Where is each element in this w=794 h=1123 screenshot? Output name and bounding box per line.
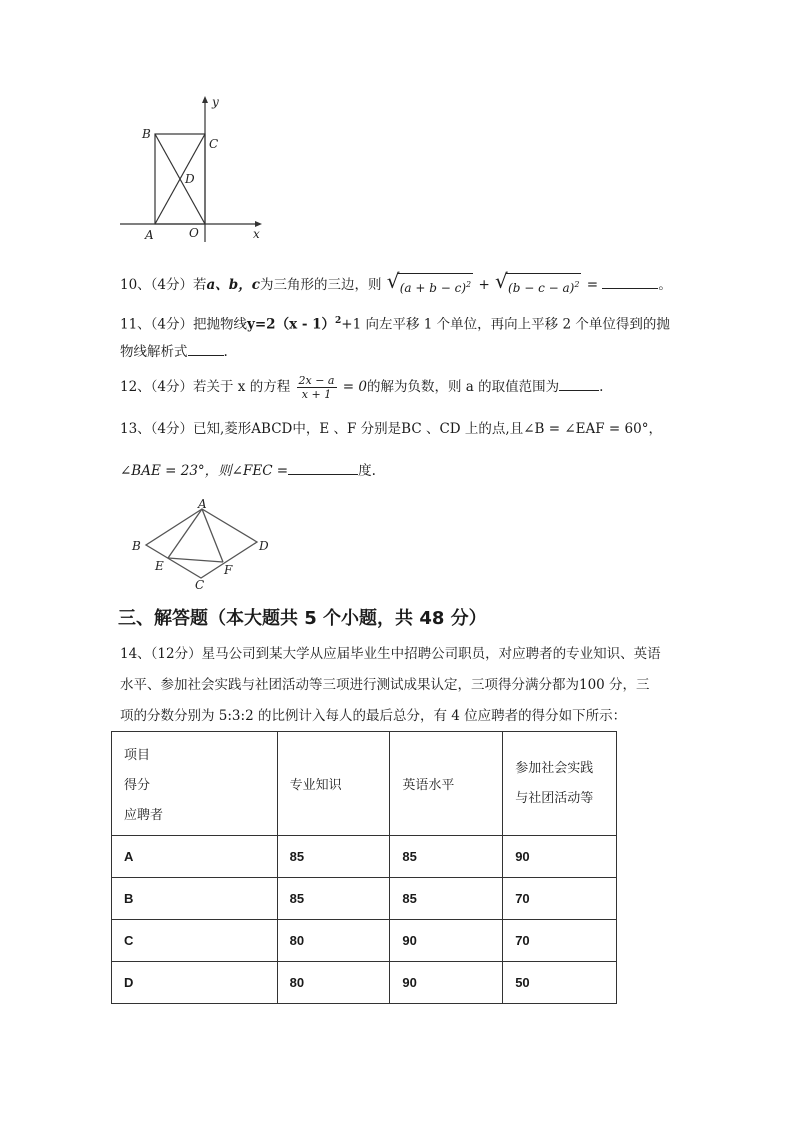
label-y: y xyxy=(212,95,219,109)
segment-AE xyxy=(168,509,202,558)
question-13: 13、（4分）已知,菱形ABCD中，E 、F 分别是BC 、CD 上的点,且∠B = ∠EAF = 60°， xyxy=(120,421,662,437)
equation-fraction: $\frac{2x - a}{x + 1}$ xyxy=(298,374,335,401)
answer-blank-11[interactable] xyxy=(188,343,224,356)
section-3-title: 三、解答题（本大题共 5 个小题，共 48 分） xyxy=(118,608,487,629)
score-table xyxy=(111,731,617,1004)
label-B: B xyxy=(142,127,151,141)
rhombus-figure xyxy=(128,496,278,592)
header-english-level: 英语水平 xyxy=(390,732,503,836)
label-A: A xyxy=(145,228,154,242)
segment-EF xyxy=(168,558,223,562)
label-E2: E xyxy=(155,559,164,573)
label-O: O xyxy=(189,226,199,240)
table-header-row xyxy=(112,732,617,836)
question-12: 12、（4分）若关于 x 的方程 $\frac{2x - a}{x + 1}$ = 0的解为负数，则 a 的取值范围为 . xyxy=(120,374,604,401)
table-row: D 80 90 50 xyxy=(112,962,617,1004)
answer-blank-13[interactable] xyxy=(288,462,358,475)
label-D2: D xyxy=(259,539,269,553)
label-B2: B xyxy=(132,539,141,553)
answer-blank-10[interactable] xyxy=(602,276,658,289)
table-row: C 80 90 70 xyxy=(112,920,617,962)
label-C: C xyxy=(209,137,219,151)
table-row: A 85 85 90 xyxy=(112,836,617,878)
header-social-activities: 参加社会实践 与社团活动等 xyxy=(503,732,617,836)
label-D: D xyxy=(185,172,195,186)
question-10: 10、（4分）若a、b，c为三角形的三边，则 √ $(a + b - c)^2$ + √ $(b - c - a)^2$ = 。 xyxy=(120,273,672,298)
sqrt-expression-1: √ $(a + b - c)^2$ xyxy=(387,273,473,298)
label-C2: C xyxy=(195,578,205,592)
question-11: 11、（4分）把抛物线y=2（x - 1）$^2$+1 向左平移 1 个单位，再向上平移 2 个单位得到的抛 xyxy=(120,316,670,333)
table-row: B 85 85 70 xyxy=(112,878,617,920)
header-diagonal-cell: 项目 得分 应聘者 xyxy=(112,732,278,836)
question-13-line2: ∠BAE = 23°，则∠FEC = 度. xyxy=(120,463,376,479)
header-professional-knowledge: 专业知识 xyxy=(277,732,390,836)
coordinate-figure xyxy=(112,92,272,252)
segment-AF xyxy=(202,509,223,562)
question-14-line2: 水平、参加社会实践与社团活动等三项进行测试成果认定，三项得分满分都为100 分，三 xyxy=(120,677,650,693)
label-A2: A xyxy=(198,497,207,511)
label-F2: F xyxy=(224,563,233,577)
question-14-line1: 14、（12分）星马公司到某大学从应届毕业生中招聘公司职员，对应聘者的专业知识、英语 xyxy=(120,646,661,662)
label-x: x xyxy=(253,227,260,241)
question-11-line2: 物线解析式 . xyxy=(120,344,228,360)
question-14-line3: 项的分数分别为 5:3:2 的比例计入每人的最后总分，有 4 位应聘者的得分如下所示： xyxy=(120,708,627,724)
answer-blank-12[interactable] xyxy=(559,378,599,391)
sqrt-expression-2: √ $(b - c - a)^2$ xyxy=(495,273,581,298)
